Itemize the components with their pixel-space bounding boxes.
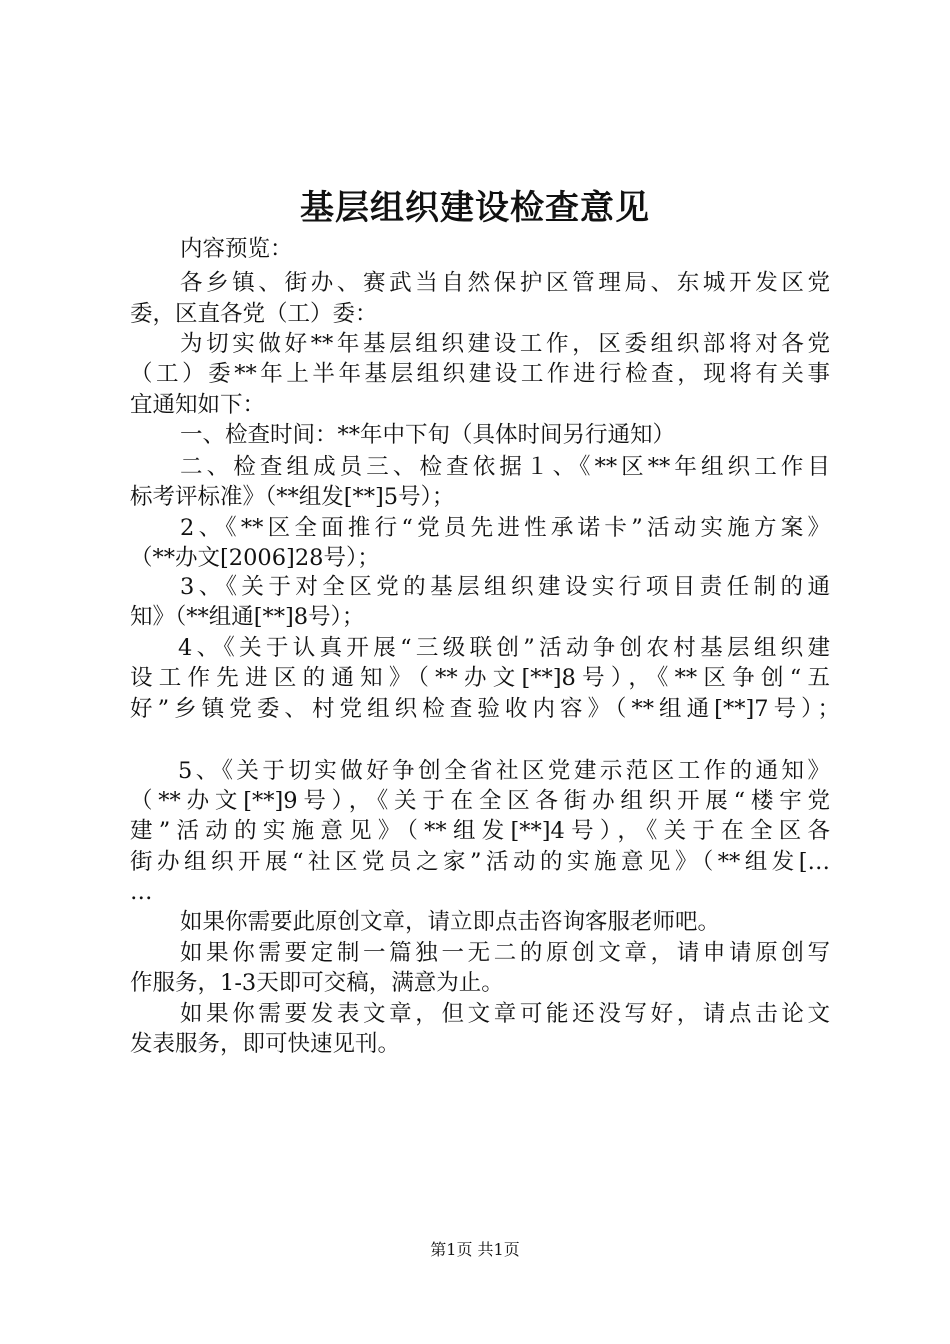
intro-line-2: （工）委**年上半年基层组织建设工作进行检查，现将有关事 xyxy=(130,361,830,387)
basis-item-2-line-2: （**办文[2006]28号）； xyxy=(130,545,380,571)
promo-custom-line-1: 如果你需要定制一篇独一无二的原创文章，请申请原创写 xyxy=(180,940,830,966)
basis-item-5-line-2: （**办文[**]9号），《关于在全区各街办组织开展“楼宇党 xyxy=(130,788,830,814)
addressee-line-2: 委，区直各党（工）委： xyxy=(130,301,378,327)
section-basis-line-2: 标考评标准》（**组发[**]5号）； xyxy=(130,484,455,510)
basis-item-5-line-1: 5、《关于切实做好争创全省社区党建示范区工作的通知》 xyxy=(178,758,830,784)
intro-line-1: 为切实做好**年基层组织建设工作，区委组织部将对各党 xyxy=(180,331,830,357)
promo-custom-line-2: 作服务，1-3天即可交稿，满意为止。 xyxy=(130,970,504,996)
basis-item-3-line-1: 3、《关于对全区党的基层组织建设实行项目责任制的通 xyxy=(180,574,830,600)
page-number-footer: 第1页 共1页 xyxy=(430,1240,520,1259)
basis-item-5-line-4: 街办组织开展“社区党员之家”活动的实施意见》（**组发[… xyxy=(130,849,830,875)
basis-item-4-line-3: 好”乡镇党委、村党组织检查验收内容》（**组通[**]7号）； xyxy=(130,696,840,722)
section-basis-line-1: 二、检查组成员三、检查依据１、《**区**年组织工作目 xyxy=(180,454,830,480)
addressee-line-1: 各乡镇、街办、赛武当自然保护区管理局、东城开发区党 xyxy=(180,270,830,296)
basis-item-3-line-2: 知》（**组通[**]8号）； xyxy=(130,604,365,630)
basis-item-5-line-3: 建”活动的实施意见》（**组发[**]4号），《关于在全区各 xyxy=(130,818,830,844)
basis-item-4-line-2: 设工作先进区的通知》（**办文[**]8号），《**区争创“五 xyxy=(130,665,830,691)
section-check-time: 一、检查时间：**年中下旬（具体时间另行通知） xyxy=(180,422,676,448)
basis-item-5-line-5: … xyxy=(130,879,153,905)
promo-consult-line: 如果你需要此原创文章，请立即点击咨询客服老师吧。 xyxy=(180,909,721,935)
document-title: 基层组织建设检查意见 xyxy=(300,188,650,228)
basis-item-2-line-1: 2、《**区全面推行“党员先进性承诺卡”活动实施方案》 xyxy=(180,515,830,541)
basis-item-4-line-1: 4、《关于认真开展“三级联创”活动争创农村基层组织建 xyxy=(178,635,830,661)
promo-publish-line-2: 发表服务，即可快速见刊。 xyxy=(130,1031,401,1057)
promo-publish-line-1: 如果你需要发表文章，但文章可能还没写好，请点击论文 xyxy=(180,1001,830,1027)
intro-line-3: 宜通知如下： xyxy=(130,392,266,418)
preview-label: 内容预览： xyxy=(180,236,293,262)
